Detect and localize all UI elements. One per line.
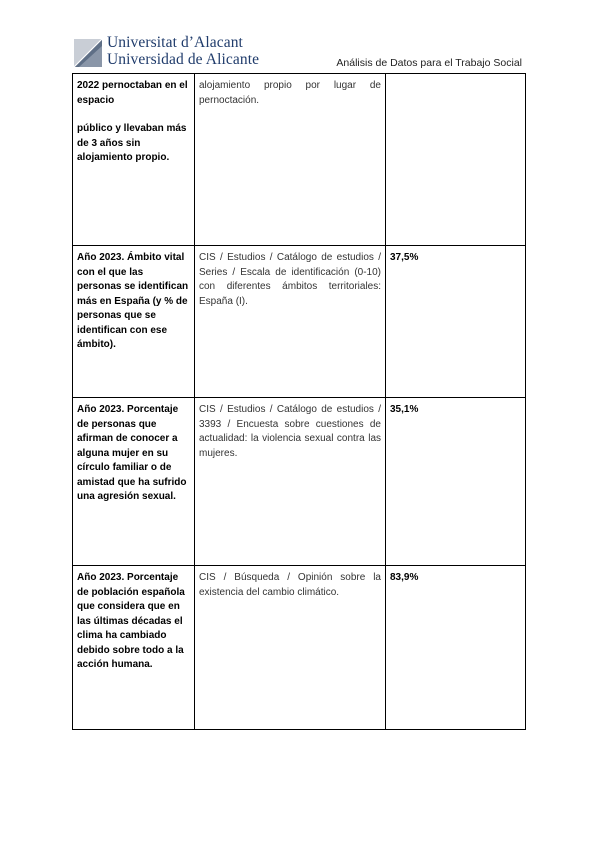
table-row xyxy=(73,246,526,398)
value-cell xyxy=(386,74,526,246)
source-cell: CIS / Búsqueda / Opinión sobre la existencia del cambio climático. xyxy=(195,566,386,730)
value-cell: 35,1% xyxy=(386,398,526,566)
indicator-cell: Año 2023. Porcentaje de población española que considera que en las últimas décadas el clima ha cambiado debido sobre todo a la acción humana. xyxy=(73,566,195,730)
indicators-table xyxy=(72,73,526,730)
source-cell: CIS / Estudios / Catálogo de estudios / 3393 / Encuesta sobre cuestiones de actualidad: la violencia sexual contra las mujeres. xyxy=(195,398,386,566)
value-cell: 37,5% xyxy=(386,246,526,398)
page-header xyxy=(0,0,600,72)
table-row xyxy=(73,398,526,566)
course-title: Análisis de Datos para el Trabajo Social xyxy=(336,57,522,69)
university-name-valencian: Universitat d’Alacant xyxy=(107,34,243,51)
indicator-text: 2022 pernoctaban en el espacio xyxy=(77,80,188,106)
university-logo-icon xyxy=(73,38,103,68)
table-row xyxy=(73,566,526,730)
indicator-cell xyxy=(73,74,195,246)
indicator-text: público y llevaban más de 3 años sin alojamiento propio. xyxy=(77,123,187,163)
source-cell: CIS / Estudios / Catálogo de estudios / Series / Escala de identificación (0-10) con diferentes ámbitos territoriales: España (I). xyxy=(195,246,386,398)
indicator-cell: Año 2023. Porcentaje de personas que afirman de conocer a alguna mujer en su círculo familiar o de amistad que ha sufrido una agresión sexual. xyxy=(73,398,195,566)
indicator-cell: Año 2023. Ámbito vital con el que las personas se identifican más en España (y % de personas que se identifican con ese ámbito). xyxy=(73,246,195,398)
value-cell: 83,9% xyxy=(386,566,526,730)
university-name-spanish: Universidad de Alicante xyxy=(107,51,260,68)
source-cell: alojamiento propio por lugar de pernoctación. xyxy=(195,74,386,246)
table-row xyxy=(73,74,526,246)
